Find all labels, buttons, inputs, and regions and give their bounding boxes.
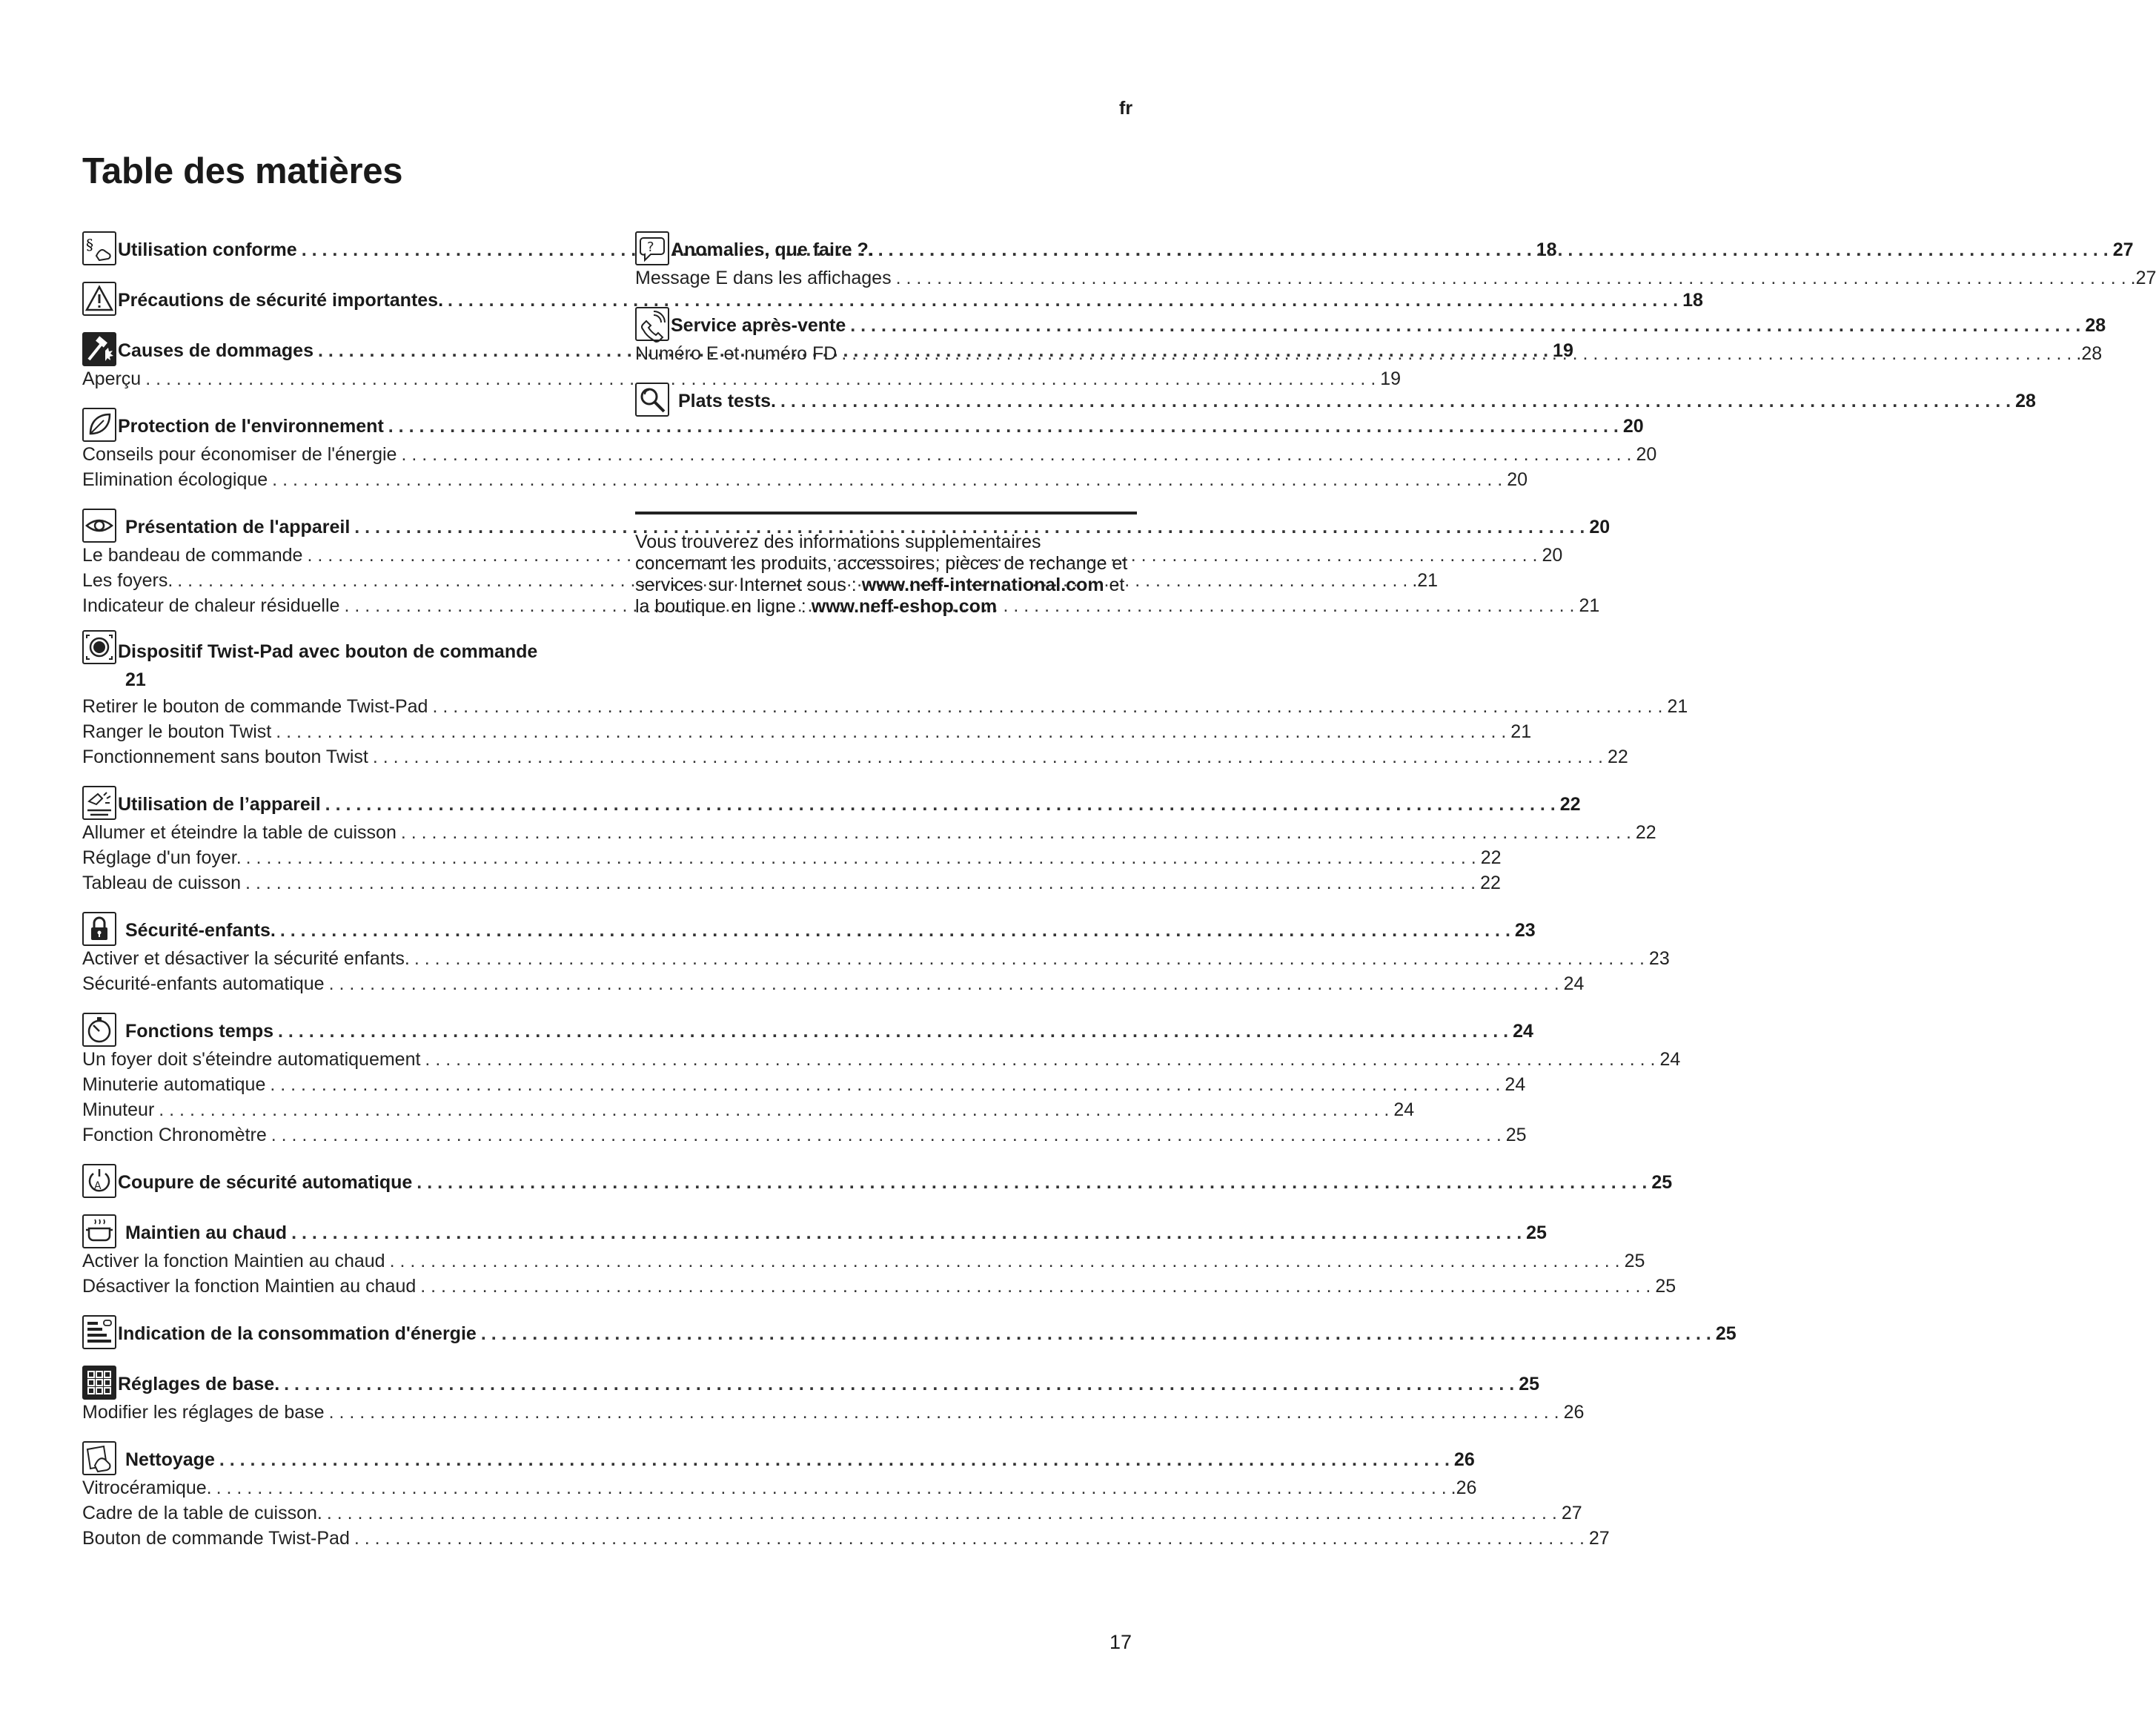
timer-icon bbox=[82, 1013, 116, 1047]
toc-entry[interactable]: Sécurité-enfants automatique . . . 24 bbox=[82, 971, 586, 996]
toc-entry[interactable]: Allumer et éteindre la table de cuisson . . . 22 bbox=[82, 820, 586, 845]
toc-entry[interactable]: Réglage d'un foyer. . . . 22 bbox=[82, 845, 586, 870]
magnifier-icon bbox=[635, 383, 669, 417]
toc-entry[interactable]: Cadre de la table de cuisson. . . . 27 bbox=[82, 1500, 586, 1526]
toc-entry[interactable]: Conseils pour économiser de l'énergie . . . 20 bbox=[82, 442, 586, 467]
toc-heading[interactable]: Indication de la consommation d'énergie . . . 25 bbox=[118, 1321, 1737, 1349]
toc-section bbox=[82, 781, 1656, 896]
info-paragraph: Vous trouverez des informations supplementaires concernant les produits, accessoires, pièces de rechange et services sur Internet sous : www.neff-international.com et la boutique en ligne : www.neff-eshop.com bbox=[635, 532, 1128, 617]
toc-entry[interactable]: Désactiver la fonction Maintien au chaud . . . 25 bbox=[82, 1274, 586, 1299]
toc-entry[interactable]: Message E dans les affichages . . . .27 bbox=[635, 265, 1136, 291]
toc-heading[interactable]: Protection de l'environnement . . . 20 bbox=[118, 414, 1644, 442]
eye-icon bbox=[82, 509, 116, 543]
toc-heading[interactable]: Coupure de sécurité automatique . . . 25 bbox=[118, 1170, 1672, 1198]
toc-entry[interactable]: Numéro E et numéro FD . . . .28 bbox=[635, 341, 1136, 366]
paragraph-hand-icon bbox=[82, 231, 116, 265]
toc-entry[interactable]: Les foyers. . . . .21 bbox=[82, 568, 586, 593]
toc-entry[interactable]: Minuteur . . . 24 bbox=[82, 1097, 586, 1122]
toc-section bbox=[82, 1361, 1585, 1425]
toc-entry[interactable]: Retirer le bouton de commande Twist-Pad . . . 21 bbox=[82, 694, 586, 719]
question-icon bbox=[635, 231, 669, 265]
toc-heading[interactable]: Plats tests. . . . 28 bbox=[678, 388, 2036, 417]
toc-entry[interactable]: Fonctionnement sans bouton Twist . . . 22 bbox=[82, 744, 586, 770]
toc-entry[interactable]: Activer la fonction Maintien au chaud . . . 25 bbox=[82, 1248, 586, 1274]
keep-warm-pot-icon bbox=[82, 1214, 116, 1248]
neff-international-link[interactable]: www.neff-international.com bbox=[861, 575, 1104, 595]
svg-text:?: ? bbox=[647, 239, 654, 255]
toc-entry[interactable]: Ranger le bouton Twist . . . 21 bbox=[82, 719, 586, 744]
svg-text:§: § bbox=[86, 236, 93, 254]
toc-heading[interactable]: Présentation de l'appareil . . . 20 bbox=[125, 514, 1610, 543]
twist-knob-icon bbox=[82, 630, 116, 664]
toc-entry[interactable]: Bouton de commande Twist-Pad . . . 27 bbox=[82, 1526, 586, 1551]
toc-entry[interactable]: Indicateur de chaleur résiduelle . . . 21 bbox=[82, 593, 586, 618]
toc-section bbox=[82, 1311, 1737, 1349]
toc-section bbox=[82, 277, 1703, 316]
toc-section bbox=[82, 1008, 1681, 1148]
hand-cooktop-icon bbox=[82, 786, 116, 820]
toc-heading[interactable]: Réglages de base. . . . 25 bbox=[118, 1371, 1539, 1400]
svg-text:A: A bbox=[94, 1180, 102, 1192]
toc-heading[interactable]: Précautions de sécurité importantes. . . . 18 bbox=[118, 288, 1703, 316]
toc-entry[interactable]: Activer et désactiver la sécurité enfants. . . . 23 bbox=[82, 946, 586, 971]
toc-entry[interactable]: Aperçu . . . 19 bbox=[82, 366, 586, 391]
toc-section bbox=[82, 403, 1657, 492]
toc-heading[interactable]: Service après-vente . . . 28 bbox=[671, 313, 2106, 341]
toc-entry[interactable]: Vitrocéramique. . . . .26 bbox=[82, 1475, 586, 1500]
auto-shutoff-icon bbox=[82, 1164, 116, 1198]
cleaning-cloth-icon bbox=[82, 1441, 116, 1475]
page-title: Table des matières bbox=[82, 151, 403, 191]
toc-heading[interactable]: Causes de dommages . . . 19 bbox=[118, 338, 1573, 366]
settings-grid-icon bbox=[82, 1366, 116, 1400]
language-code: fr bbox=[1119, 98, 1133, 119]
toc-section bbox=[82, 907, 1670, 996]
hammer-damage-icon bbox=[82, 332, 116, 366]
toc-entry[interactable]: Un foyer doit s'éteindre automatiquement . . . 24 bbox=[82, 1047, 586, 1072]
neff-eshop-link[interactable]: www.neff-eshop.com bbox=[811, 596, 998, 617]
toc-section bbox=[635, 378, 2036, 417]
toc-heading[interactable]: Utilisation conforme . . . 18 bbox=[118, 237, 1557, 265]
toc-heading[interactable]: Maintien au chaud . . . 25 bbox=[125, 1220, 1547, 1248]
toc-heading[interactable]: Dispositif Twist-Pad avec bouton de commande bbox=[118, 641, 538, 662]
divider bbox=[635, 512, 1137, 514]
toc-entry[interactable]: Fonction Chronomètre . . . 25 bbox=[82, 1122, 586, 1148]
toc-heading[interactable]: Nettoyage . . . 26 bbox=[125, 1447, 1475, 1475]
toc-heading[interactable]: Utilisation de l’appareil . . . 22 bbox=[118, 792, 1581, 820]
energy-bars-icon bbox=[82, 1315, 116, 1349]
toc-heading-page: 21 bbox=[125, 669, 146, 690]
toc-entry[interactable]: Elimination écologique . . . 20 bbox=[82, 467, 586, 492]
leaf-icon bbox=[82, 408, 116, 442]
phone-service-icon bbox=[635, 307, 669, 341]
toc-section bbox=[82, 1159, 1673, 1198]
toc-section bbox=[82, 1210, 1676, 1299]
toc-entry[interactable]: Tableau de cuisson . . . 22 bbox=[82, 870, 586, 896]
toc-section bbox=[82, 1437, 1610, 1551]
toc-entry[interactable]: Minuterie automatique . . . 24 bbox=[82, 1072, 586, 1097]
toc-section bbox=[82, 630, 1688, 770]
toc-heading[interactable]: Sécurité-enfants. . . . 23 bbox=[125, 918, 1536, 946]
lock-icon bbox=[82, 912, 116, 946]
warning-triangle-icon bbox=[82, 282, 116, 316]
toc-entry[interactable]: Modifier les réglages de base . . . 26 bbox=[82, 1400, 586, 1425]
page-number: 17 bbox=[1109, 1631, 1132, 1653]
toc-entry[interactable]: Le bandeau de commande . . . 20 bbox=[82, 543, 586, 568]
toc-heading[interactable]: Fonctions temps . . . 24 bbox=[125, 1019, 1533, 1047]
toc-heading[interactable]: Anomalies, que faire ?. . . . 27 bbox=[671, 237, 2134, 265]
